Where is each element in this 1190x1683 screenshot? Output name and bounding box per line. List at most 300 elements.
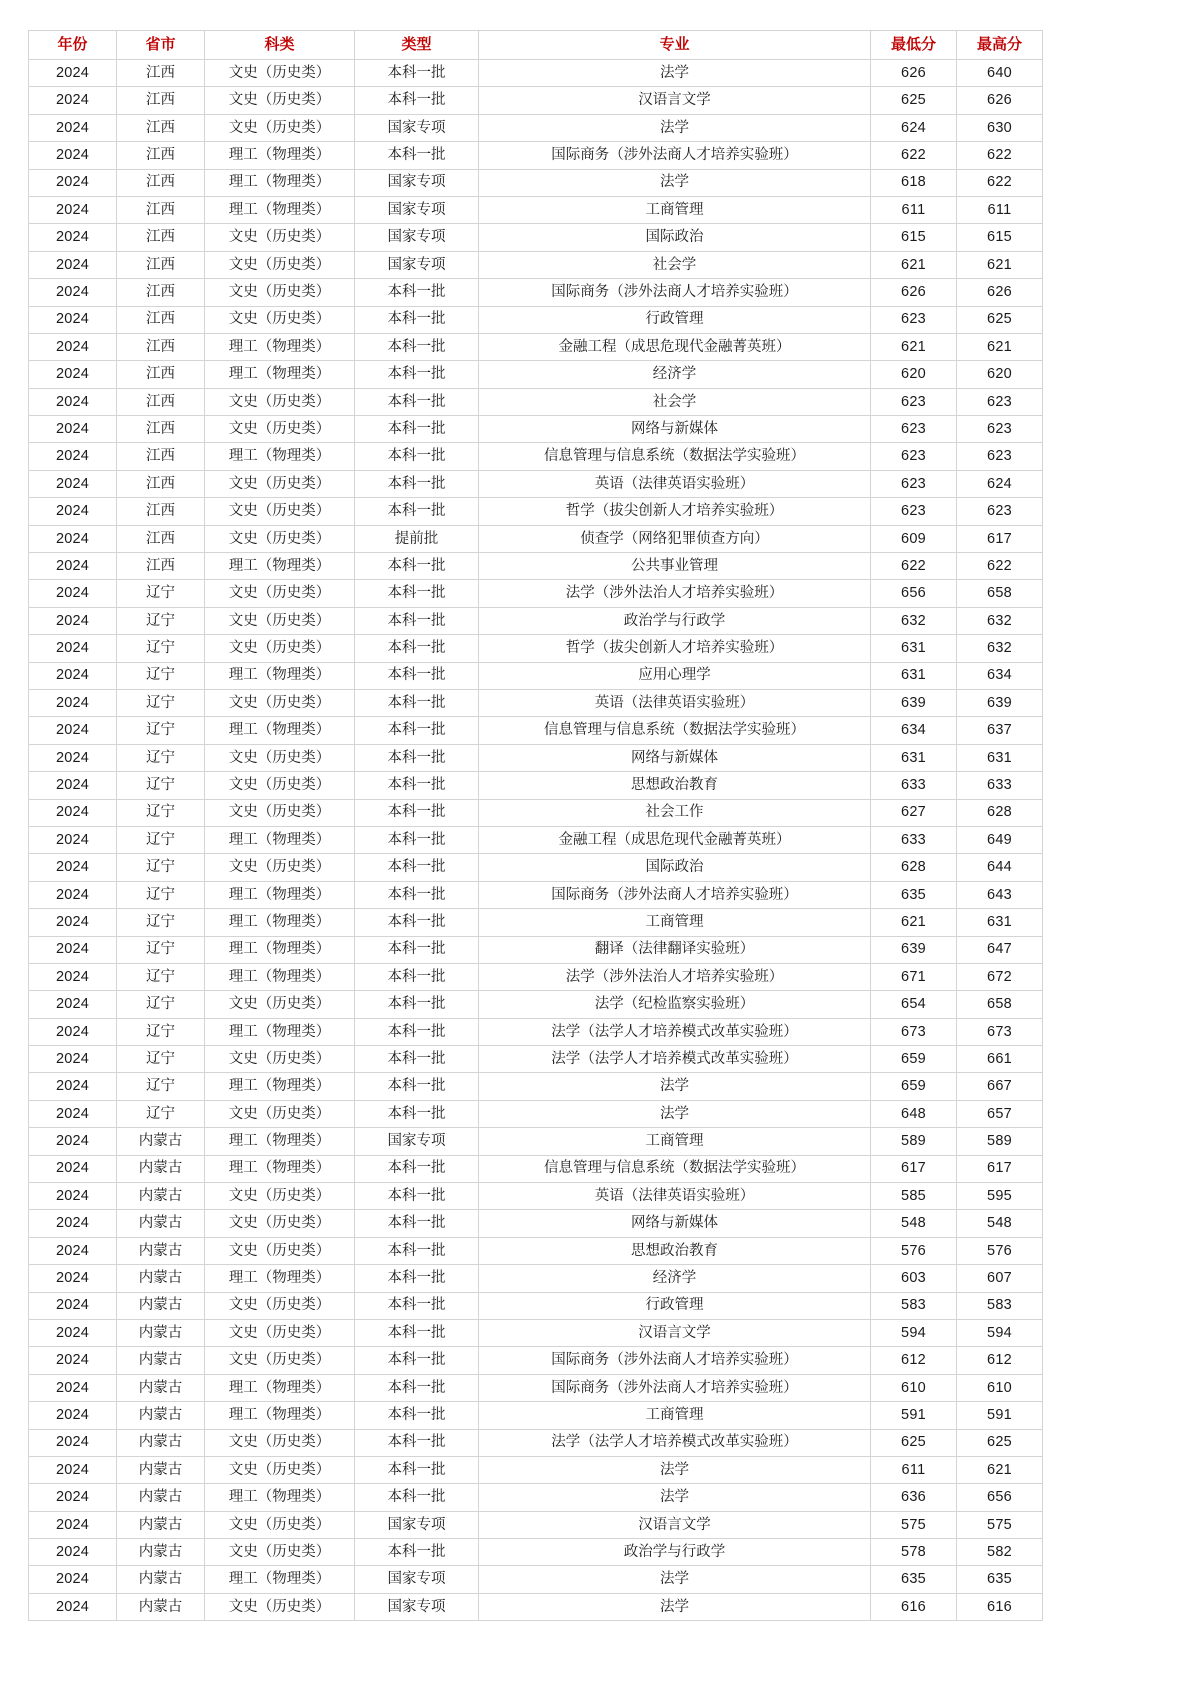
cell-subject: 理工（物理类） (205, 963, 355, 990)
cell-major: 法学 (479, 1484, 871, 1511)
cell-year: 2024 (29, 333, 117, 360)
cell-subject: 文史（历史类） (205, 87, 355, 114)
cell-max-score: 643 (957, 881, 1043, 908)
cell-max-score: 631 (957, 909, 1043, 936)
cell-min-score: 659 (871, 1073, 957, 1100)
cell-year: 2024 (29, 1183, 117, 1210)
cell-province: 辽宁 (117, 662, 205, 689)
cell-min-score: 635 (871, 1566, 957, 1593)
cell-min-score: 622 (871, 553, 957, 580)
cell-year: 2024 (29, 114, 117, 141)
cell-min-score: 639 (871, 936, 957, 963)
cell-subject: 文史（历史类） (205, 525, 355, 552)
cell-max-score: 624 (957, 470, 1043, 497)
cell-subject: 理工（物理类） (205, 1566, 355, 1593)
table-row (29, 607, 1043, 634)
cell-subject: 理工（物理类） (205, 717, 355, 744)
table-row (29, 1319, 1043, 1346)
cell-min-score: 609 (871, 525, 957, 552)
table-row (29, 1456, 1043, 1483)
cell-year: 2024 (29, 1566, 117, 1593)
cell-year: 2024 (29, 142, 117, 169)
cell-subject: 文史（历史类） (205, 635, 355, 662)
cell-major: 法学（纪检监察实验班） (479, 991, 871, 1018)
cell-min-score: 656 (871, 580, 957, 607)
cell-major: 经济学 (479, 361, 871, 388)
cell-min-score: 612 (871, 1347, 957, 1374)
cell-major: 翻译（法律翻译实验班） (479, 936, 871, 963)
cell-major: 工商管理 (479, 196, 871, 223)
cell-province: 内蒙古 (117, 1593, 205, 1620)
table-row (29, 1155, 1043, 1182)
table-row (29, 662, 1043, 689)
cell-min-score: 591 (871, 1402, 957, 1429)
cell-type: 本科一批 (355, 991, 479, 1018)
table-row (29, 525, 1043, 552)
cell-province: 内蒙古 (117, 1128, 205, 1155)
cell-year: 2024 (29, 607, 117, 634)
table-row (29, 196, 1043, 223)
cell-max-score: 576 (957, 1237, 1043, 1264)
cell-province: 江西 (117, 251, 205, 278)
cell-province: 江西 (117, 114, 205, 141)
cell-province: 江西 (117, 142, 205, 169)
cell-subject: 文史（历史类） (205, 1100, 355, 1127)
cell-year: 2024 (29, 306, 117, 333)
table-row (29, 1046, 1043, 1073)
cell-type: 本科一批 (355, 1429, 479, 1456)
cell-subject: 理工（物理类） (205, 1018, 355, 1045)
cell-major: 国际商务（涉外法商人才培养实验班） (479, 881, 871, 908)
cell-subject: 文史（历史类） (205, 772, 355, 799)
cell-province: 江西 (117, 361, 205, 388)
cell-type: 本科一批 (355, 1183, 479, 1210)
table-row (29, 1237, 1043, 1264)
cell-type: 本科一批 (355, 1100, 479, 1127)
cell-major: 法学 (479, 1100, 871, 1127)
cell-year: 2024 (29, 635, 117, 662)
table-row (29, 1374, 1043, 1401)
column-header-subject: 科类 (205, 31, 355, 60)
cell-subject: 理工（物理类） (205, 1484, 355, 1511)
cell-type: 本科一批 (355, 881, 479, 908)
cell-subject: 文史（历史类） (205, 470, 355, 497)
cell-type: 本科一批 (355, 416, 479, 443)
cell-max-score: 625 (957, 1429, 1043, 1456)
cell-subject: 文史（历史类） (205, 991, 355, 1018)
cell-subject: 文史（历史类） (205, 114, 355, 141)
cell-min-score: 623 (871, 388, 957, 415)
cell-subject: 文史（历史类） (205, 1292, 355, 1319)
cell-type: 本科一批 (355, 936, 479, 963)
table-row (29, 799, 1043, 826)
cell-subject: 理工（物理类） (205, 1265, 355, 1292)
cell-province: 辽宁 (117, 1046, 205, 1073)
cell-type: 本科一批 (355, 1456, 479, 1483)
cell-max-score: 640 (957, 60, 1043, 87)
cell-subject: 理工（物理类） (205, 553, 355, 580)
cell-type: 本科一批 (355, 1292, 479, 1319)
cell-year: 2024 (29, 1484, 117, 1511)
cell-major: 思想政治教育 (479, 1237, 871, 1264)
cell-min-score: 611 (871, 1456, 957, 1483)
cell-province: 内蒙古 (117, 1237, 205, 1264)
table-row (29, 963, 1043, 990)
cell-year: 2024 (29, 963, 117, 990)
cell-major: 国际商务（涉外法商人才培养实验班） (479, 279, 871, 306)
cell-major: 侦查学（网络犯罪侦查方向） (479, 525, 871, 552)
cell-type: 本科一批 (355, 1237, 479, 1264)
cell-max-score: 623 (957, 498, 1043, 525)
cell-major: 法学 (479, 1593, 871, 1620)
table-row (29, 580, 1043, 607)
cell-max-score: 658 (957, 580, 1043, 607)
cell-province: 江西 (117, 60, 205, 87)
cell-province: 辽宁 (117, 826, 205, 853)
table-row (29, 1265, 1043, 1292)
cell-year: 2024 (29, 553, 117, 580)
table-row (29, 881, 1043, 908)
cell-type: 本科一批 (355, 142, 479, 169)
cell-province: 辽宁 (117, 689, 205, 716)
cell-major: 国际商务（涉外法商人才培养实验班） (479, 1347, 871, 1374)
cell-min-score: 659 (871, 1046, 957, 1073)
cell-province: 辽宁 (117, 717, 205, 744)
cell-province: 内蒙古 (117, 1347, 205, 1374)
cell-province: 辽宁 (117, 772, 205, 799)
table-row (29, 1292, 1043, 1319)
cell-major: 国际商务（涉外法商人才培养实验班） (479, 1374, 871, 1401)
cell-major: 工商管理 (479, 1128, 871, 1155)
cell-year: 2024 (29, 361, 117, 388)
cell-max-score: 633 (957, 772, 1043, 799)
cell-year: 2024 (29, 251, 117, 278)
table-row (29, 60, 1043, 87)
cell-min-score: 648 (871, 1100, 957, 1127)
cell-subject: 理工（物理类） (205, 1073, 355, 1100)
table-row (29, 388, 1043, 415)
cell-year: 2024 (29, 498, 117, 525)
cell-max-score: 657 (957, 1100, 1043, 1127)
cell-subject: 理工（物理类） (205, 196, 355, 223)
cell-type: 本科一批 (355, 306, 479, 333)
table-row (29, 1347, 1043, 1374)
table-row (29, 772, 1043, 799)
cell-year: 2024 (29, 1237, 117, 1264)
cell-type: 本科一批 (355, 826, 479, 853)
cell-subject: 文史（历史类） (205, 744, 355, 771)
cell-subject: 文史（历史类） (205, 1593, 355, 1620)
cell-min-score: 631 (871, 635, 957, 662)
cell-major: 社会工作 (479, 799, 871, 826)
cell-type: 本科一批 (355, 717, 479, 744)
cell-type: 本科一批 (355, 443, 479, 470)
cell-type: 本科一批 (355, 1046, 479, 1073)
cell-min-score: 616 (871, 1593, 957, 1620)
cell-min-score: 632 (871, 607, 957, 634)
cell-province: 内蒙古 (117, 1539, 205, 1566)
cell-subject: 理工（物理类） (205, 333, 355, 360)
cell-min-score: 583 (871, 1292, 957, 1319)
cell-max-score: 621 (957, 1456, 1043, 1483)
cell-province: 江西 (117, 169, 205, 196)
cell-year: 2024 (29, 1292, 117, 1319)
cell-min-score: 621 (871, 909, 957, 936)
cell-max-score: 582 (957, 1539, 1043, 1566)
cell-major: 网络与新媒体 (479, 416, 871, 443)
cell-min-score: 620 (871, 361, 957, 388)
cell-major: 工商管理 (479, 909, 871, 936)
cell-province: 辽宁 (117, 854, 205, 881)
cell-year: 2024 (29, 909, 117, 936)
cell-year: 2024 (29, 87, 117, 114)
cell-province: 江西 (117, 525, 205, 552)
cell-max-score: 617 (957, 1155, 1043, 1182)
cell-major: 公共事业管理 (479, 553, 871, 580)
cell-type: 本科一批 (355, 909, 479, 936)
cell-province: 江西 (117, 224, 205, 251)
cell-major: 法学（法学人才培养模式改革实验班） (479, 1046, 871, 1073)
table-row (29, 443, 1043, 470)
cell-subject: 文史（历史类） (205, 498, 355, 525)
cell-max-score: 628 (957, 799, 1043, 826)
cell-major: 英语（法律英语实验班） (479, 689, 871, 716)
cell-max-score: 612 (957, 1347, 1043, 1374)
cell-major: 信息管理与信息系统（数据法学实验班） (479, 717, 871, 744)
cell-year: 2024 (29, 826, 117, 853)
cell-major: 法学 (479, 114, 871, 141)
cell-type: 国家专项 (355, 251, 479, 278)
cell-max-score: 661 (957, 1046, 1043, 1073)
cell-type: 本科一批 (355, 498, 479, 525)
cell-max-score: 673 (957, 1018, 1043, 1045)
cell-subject: 文史（历史类） (205, 416, 355, 443)
cell-max-score: 623 (957, 443, 1043, 470)
cell-max-score: 620 (957, 361, 1043, 388)
cell-max-score: 615 (957, 224, 1043, 251)
cell-province: 内蒙古 (117, 1265, 205, 1292)
cell-type: 本科一批 (355, 279, 479, 306)
cell-max-score: 623 (957, 388, 1043, 415)
cell-type: 本科一批 (355, 1319, 479, 1346)
cell-major: 金融工程（成思危现代金融菁英班） (479, 333, 871, 360)
cell-min-score: 625 (871, 1429, 957, 1456)
cell-year: 2024 (29, 1429, 117, 1456)
cell-province: 江西 (117, 279, 205, 306)
column-header-major: 专业 (479, 31, 871, 60)
cell-min-score: 671 (871, 963, 957, 990)
cell-max-score: 632 (957, 635, 1043, 662)
cell-subject: 文史（历史类） (205, 1429, 355, 1456)
cell-min-score: 548 (871, 1210, 957, 1237)
cell-min-score: 621 (871, 333, 957, 360)
cell-province: 辽宁 (117, 744, 205, 771)
cell-subject: 理工（物理类） (205, 909, 355, 936)
table-row (29, 87, 1043, 114)
cell-province: 辽宁 (117, 881, 205, 908)
cell-year: 2024 (29, 1265, 117, 1292)
cell-year: 2024 (29, 1347, 117, 1374)
cell-subject: 理工（物理类） (205, 936, 355, 963)
cell-year: 2024 (29, 443, 117, 470)
cell-min-score: 633 (871, 826, 957, 853)
cell-type: 本科一批 (355, 553, 479, 580)
cell-year: 2024 (29, 279, 117, 306)
cell-major: 法学 (479, 1073, 871, 1100)
cell-max-score: 607 (957, 1265, 1043, 1292)
cell-type: 本科一批 (355, 1210, 479, 1237)
cell-min-score: 615 (871, 224, 957, 251)
cell-max-score: 583 (957, 1292, 1043, 1319)
cell-max-score: 637 (957, 717, 1043, 744)
cell-province: 江西 (117, 196, 205, 223)
cell-type: 国家专项 (355, 196, 479, 223)
cell-major: 行政管理 (479, 1292, 871, 1319)
cell-year: 2024 (29, 799, 117, 826)
cell-type: 本科一批 (355, 361, 479, 388)
cell-type: 本科一批 (355, 689, 479, 716)
table-row (29, 333, 1043, 360)
cell-province: 江西 (117, 333, 205, 360)
table-row (29, 689, 1043, 716)
cell-subject: 文史（历史类） (205, 279, 355, 306)
cell-province: 江西 (117, 87, 205, 114)
cell-min-score: 625 (871, 87, 957, 114)
cell-year: 2024 (29, 1210, 117, 1237)
cell-major: 行政管理 (479, 306, 871, 333)
cell-max-score: 589 (957, 1128, 1043, 1155)
cell-province: 辽宁 (117, 1018, 205, 1045)
cell-min-score: 623 (871, 498, 957, 525)
cell-max-score: 634 (957, 662, 1043, 689)
table-row (29, 1100, 1043, 1127)
cell-year: 2024 (29, 196, 117, 223)
cell-major: 信息管理与信息系统（数据法学实验班） (479, 1155, 871, 1182)
cell-subject: 理工（物理类） (205, 1374, 355, 1401)
cell-major: 国际政治 (479, 854, 871, 881)
cell-type: 本科一批 (355, 1484, 479, 1511)
cell-min-score: 611 (871, 196, 957, 223)
table-row (29, 1128, 1043, 1155)
cell-min-score: 624 (871, 114, 957, 141)
cell-type: 本科一批 (355, 1374, 479, 1401)
table-row (29, 1484, 1043, 1511)
cell-year: 2024 (29, 169, 117, 196)
cell-type: 国家专项 (355, 224, 479, 251)
cell-subject: 文史（历史类） (205, 799, 355, 826)
cell-subject: 理工（物理类） (205, 169, 355, 196)
cell-max-score: 672 (957, 963, 1043, 990)
cell-major: 应用心理学 (479, 662, 871, 689)
cell-province: 辽宁 (117, 1073, 205, 1100)
column-header-min-score: 最低分 (871, 31, 957, 60)
cell-year: 2024 (29, 1100, 117, 1127)
cell-min-score: 623 (871, 416, 957, 443)
cell-province: 辽宁 (117, 963, 205, 990)
cell-type: 本科一批 (355, 963, 479, 990)
table-row (29, 306, 1043, 333)
cell-year: 2024 (29, 881, 117, 908)
cell-major: 哲学（拔尖创新人才培养实验班） (479, 635, 871, 662)
cell-subject: 文史（历史类） (205, 1319, 355, 1346)
cell-type: 本科一批 (355, 772, 479, 799)
cell-min-score: 673 (871, 1018, 957, 1045)
cell-major: 法学 (479, 1566, 871, 1593)
cell-max-score: 622 (957, 169, 1043, 196)
table-row (29, 717, 1043, 744)
cell-province: 辽宁 (117, 607, 205, 634)
cell-max-score: 630 (957, 114, 1043, 141)
cell-min-score: 626 (871, 60, 957, 87)
cell-max-score: 635 (957, 1566, 1043, 1593)
cell-major: 汉语言文学 (479, 1319, 871, 1346)
table-row (29, 1539, 1043, 1566)
cell-province: 内蒙古 (117, 1210, 205, 1237)
cell-major: 社会学 (479, 388, 871, 415)
cell-max-score: 631 (957, 744, 1043, 771)
cell-province: 辽宁 (117, 991, 205, 1018)
cell-year: 2024 (29, 744, 117, 771)
cell-province: 内蒙古 (117, 1456, 205, 1483)
table-row (29, 279, 1043, 306)
cell-year: 2024 (29, 1374, 117, 1401)
cell-max-score: 611 (957, 196, 1043, 223)
cell-year: 2024 (29, 1155, 117, 1182)
cell-max-score: 595 (957, 1183, 1043, 1210)
table-row (29, 224, 1043, 251)
cell-province: 辽宁 (117, 936, 205, 963)
table-row (29, 1402, 1043, 1429)
cell-min-score: 627 (871, 799, 957, 826)
cell-year: 2024 (29, 772, 117, 799)
cell-subject: 文史（历史类） (205, 1237, 355, 1264)
cell-min-score: 610 (871, 1374, 957, 1401)
column-header-type: 类型 (355, 31, 479, 60)
header-row (29, 31, 1043, 60)
cell-year: 2024 (29, 1402, 117, 1429)
cell-type: 本科一批 (355, 470, 479, 497)
cell-type: 本科一批 (355, 60, 479, 87)
cell-type: 本科一批 (355, 635, 479, 662)
cell-subject: 理工（物理类） (205, 443, 355, 470)
cell-subject: 文史（历史类） (205, 1347, 355, 1374)
table-row (29, 744, 1043, 771)
table-row (29, 826, 1043, 853)
cell-year: 2024 (29, 1128, 117, 1155)
cell-subject: 文史（历史类） (205, 388, 355, 415)
cell-subject: 文史（历史类） (205, 1210, 355, 1237)
column-header-year: 年份 (29, 31, 117, 60)
table-row (29, 553, 1043, 580)
cell-province: 辽宁 (117, 635, 205, 662)
cell-major: 英语（法律英语实验班） (479, 470, 871, 497)
cell-max-score: 625 (957, 306, 1043, 333)
cell-year: 2024 (29, 525, 117, 552)
cell-type: 本科一批 (355, 1347, 479, 1374)
table-row (29, 470, 1043, 497)
cell-year: 2024 (29, 470, 117, 497)
cell-type: 本科一批 (355, 1155, 479, 1182)
cell-major: 经济学 (479, 1265, 871, 1292)
cell-subject: 文史（历史类） (205, 306, 355, 333)
table-row (29, 936, 1043, 963)
cell-subject: 理工（物理类） (205, 142, 355, 169)
cell-year: 2024 (29, 580, 117, 607)
table-row (29, 114, 1043, 141)
cell-max-score: 623 (957, 416, 1043, 443)
cell-max-score: 644 (957, 854, 1043, 881)
cell-year: 2024 (29, 1046, 117, 1073)
